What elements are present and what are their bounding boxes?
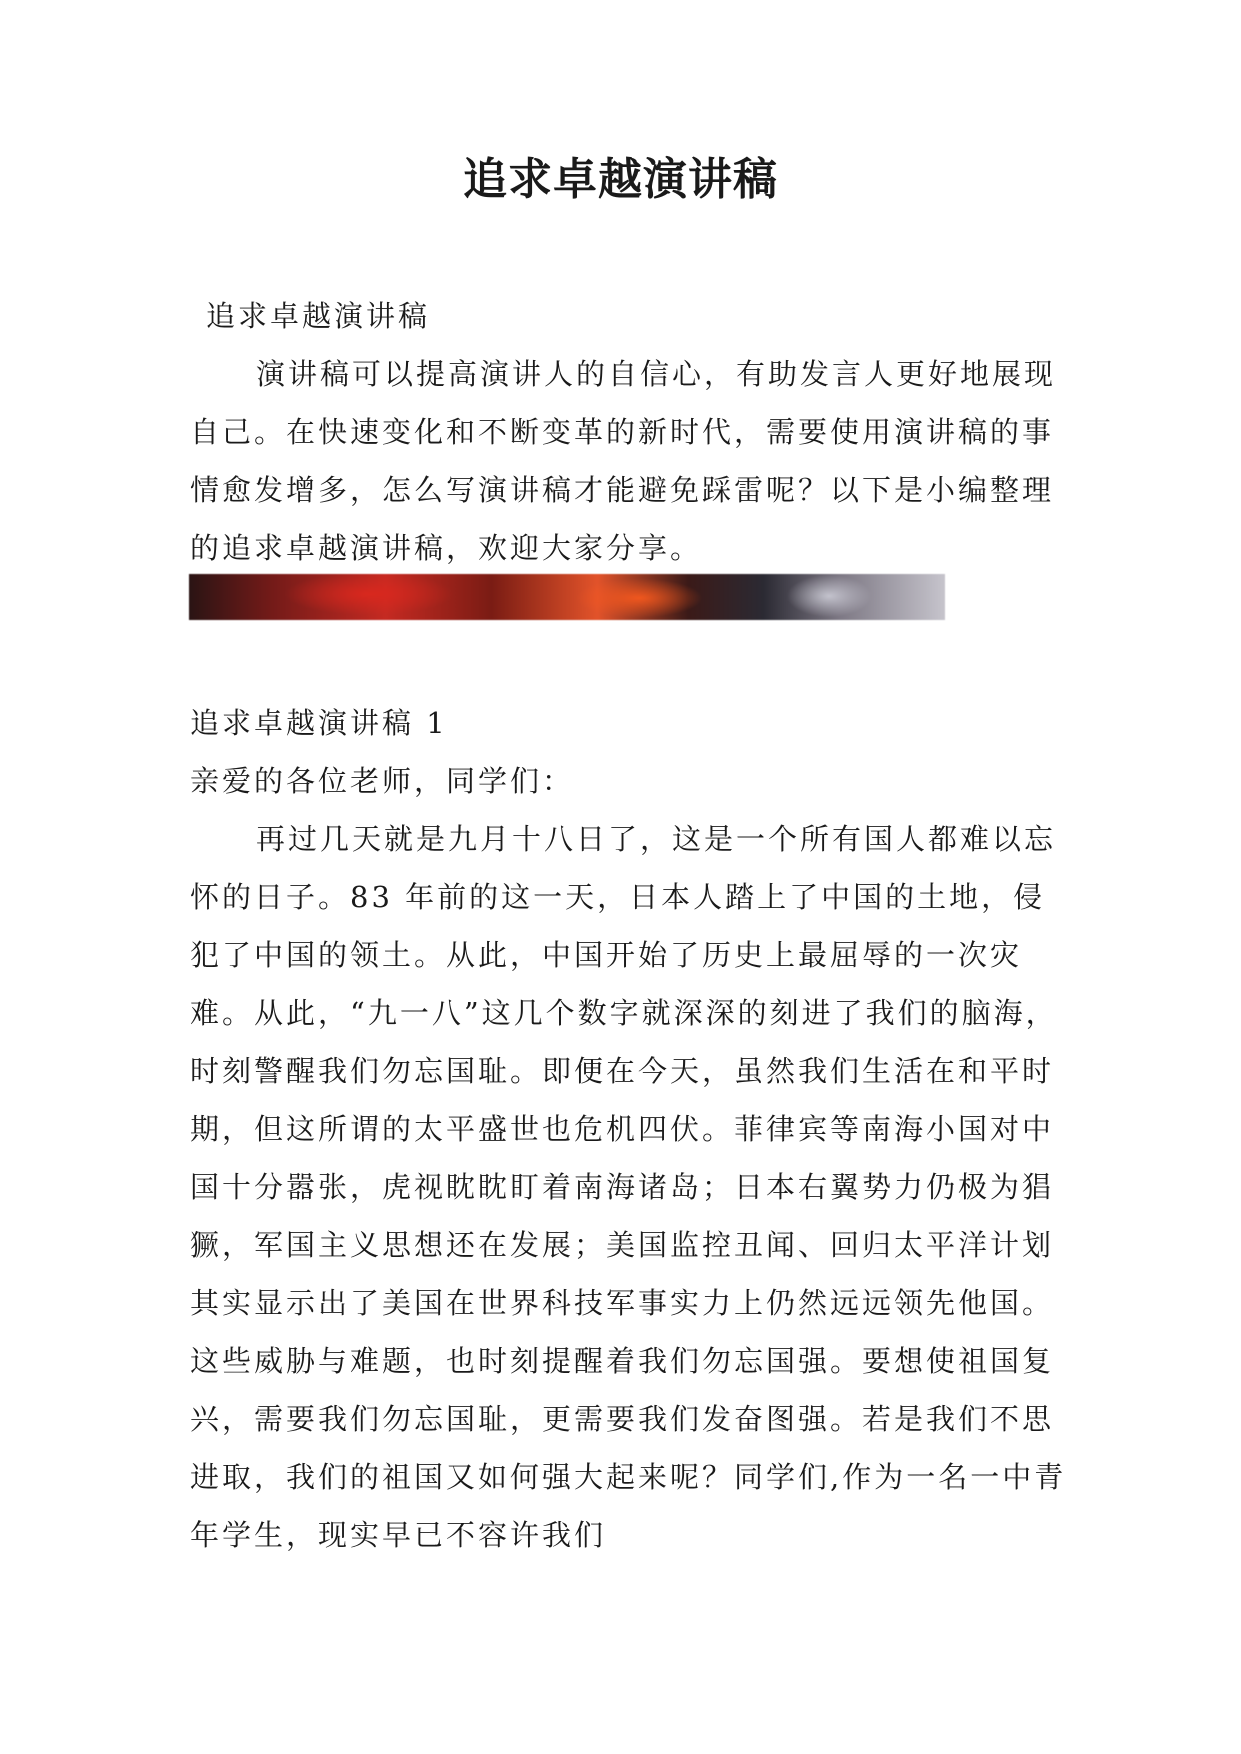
section-heading: 追求卓越演讲稿 1 <box>190 706 448 740</box>
document-subtitle: 追求卓越演讲稿 <box>206 299 431 333</box>
document-title: 追求卓越演讲稿 <box>463 154 778 205</box>
intro-paragraph: 演讲稿可以提高演讲人的自信心，有助发言人更好地展现自己。在快速变化和不断变革的新时代，需要使用演讲稿的事情愈发增多，怎么写演讲稿才能避免踩雷呢？以下是小编整理的追求卓越演讲稿，欢迎大家分享。 <box>190 357 1057 565</box>
banner-image <box>189 574 945 620</box>
greeting-line: 亲爱的各位老师，同学们： <box>190 764 575 798</box>
speech-paragraph: 再过几天就是九月十八日了，这是一个所有国人都难以忘怀的日子。83 年前的这一天，日本人踏上了中国的土地，侵犯了中国的领土。从此，中国开始了历史上最屈辱的一次灾难。从此，“九一八”这几个数字就深深的刻进了我们的脑海，时刻警醒我们勿忘国耻。即便在今天，虽然我们生活在和平时期，但这所谓的太平盛世也危机四伏。菲律宾等南海小国对中国十分嚣张，虎视眈眈盯着南海诸岛；日本右翼势力仍极为猖獗，军国主义思想还在发展；美国监控丑闻、回归太平洋计划其实显示出了美国在世界科技军事实力上仍然远远领先他国。这些威胁与难题，也时刻提醒着我们勿忘国强。要想使祖国复兴，需要我们勿忘国耻，更需要我们发奋图强。若是我们不思进取，我们的祖国又如何强大起来呢？同学们,作为一名一中青年学生，现实早已不容许我们 <box>190 822 1067 1552</box>
